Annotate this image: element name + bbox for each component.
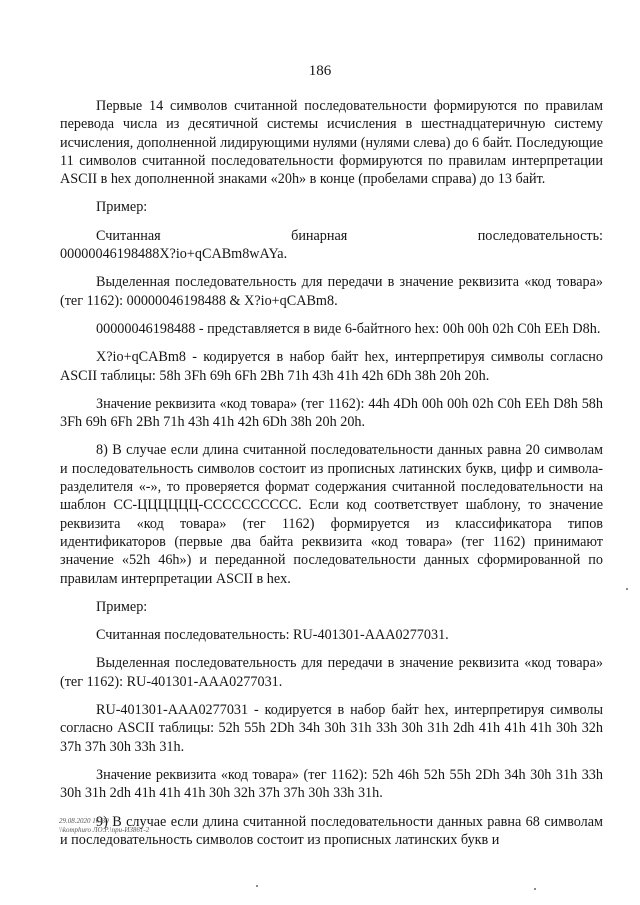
paragraph: 00000046198488 - представляется в виде 6-байтного hex: 00h 00h 02h C0h EEh D8h. — [96, 320, 601, 337]
paragraph-example-label: Пример: — [96, 598, 148, 615]
file-path: \\komphuro ЛО.Р.\при-ИЗ861-2 — [59, 826, 150, 834]
paragraph-continuation: 00000046198488X?io+qCABm8wAYa. — [60, 246, 288, 263]
paragraph: Выделенная последовательность для передачи в значение реквизита «код товара» (тег 1162): RU-401301-AAA0277031. — [60, 655, 603, 690]
paragraph: Считанная последовательность: RU-401301-AAA0277031. — [96, 627, 449, 644]
paragraph: X?io+qCABm8 - кодируется в набор байт hex, интерпретируя символы согласно ASCII таблицы: 58h 3Fh 69h 6Fh 2Bh 71h 43h 41h 42h 6Dh 38h 20h 20h. — [60, 349, 603, 384]
paragraph-example-label: Пример: — [96, 199, 148, 216]
print-footer — [59, 817, 149, 835]
document-body — [60, 97, 603, 859]
print-timestamp: 29.08.2020 16:30 — [59, 817, 109, 825]
scan-speck — [256, 885, 258, 887]
paragraph: Выделенная последовательность для передачи в значение реквизита «код товара» (тег 1162): 00000046198488 & X?io+qCABm8. — [60, 274, 603, 309]
page-number: 186 — [308, 63, 332, 79]
paragraph: Первые 14 символов считанной последовательности формируются по правилам перевода числа из десятичной системы исчисления в шестнадцатеричную систему исчисления, дополненной лидирующими нулями (нулями слева) до 6 байт. Последующие 11 символов считанной последовательности формируются по правилам интерпретации ASCII в hex дополненной знаками «20h» в конце (пробелами справа) до 13 байт. — [60, 98, 603, 188]
paragraph: RU-401301-AAA0277031 - кодируется в набор байт hex, интерпретируя символы согласно ASCII таблицы: 52h 55h 2Dh 34h 30h 31h 33h 30h 31h 2dh 41h 41h 41h 30h 32h 37h 37h 30h 33h 31h. — [60, 702, 603, 755]
paragraph: Значение реквизита «код товара» (тег 1162): 52h 46h 52h 55h 2Dh 34h 30h 31h 33h 30h 31h 2dh 41h 41h 41h 30h 32h 37h 37h 30h 33h 31h. — [60, 766, 603, 802]
paragraph: Считанная бинарная последовательность: — [96, 227, 603, 244]
paragraph: 9) В случае если длина считанной последовательности данных равна 68 символам и последовательность символов состоит из прописных латинских букв и — [60, 813, 603, 848]
scan-speck — [626, 588, 628, 590]
paragraph: 8) В случае если длина считанной последовательности данных равна 20 символам и последовательность символов состоит из прописных латинских букв, цифр и символа-разделителя «-», то проверяется формат содержания считанной последовательности на шаблон СС-ЦЦЦЦЦЦ-СССССССССС. Если код соответствует шаблону, то значение реквизита «код товара» (тег 1162) формируется из классификатора типов идентификаторов (первые два байта реквизита «код товара» (тег 1162) принимают значение «52h 46h») и переданной последовательности данных сформированной по правилам интерпретации ASCII в hex. — [60, 442, 603, 587]
scan-speck — [534, 888, 536, 890]
paragraph: Значение реквизита «код товара» (тег 1162): 44h 4Dh 00h 00h 02h C0h EEh D8h 58h 3Fh 69h 6Fh 2Bh 71h 43h 41h 42h 6Dh 38h 20h 20h. — [60, 395, 603, 431]
